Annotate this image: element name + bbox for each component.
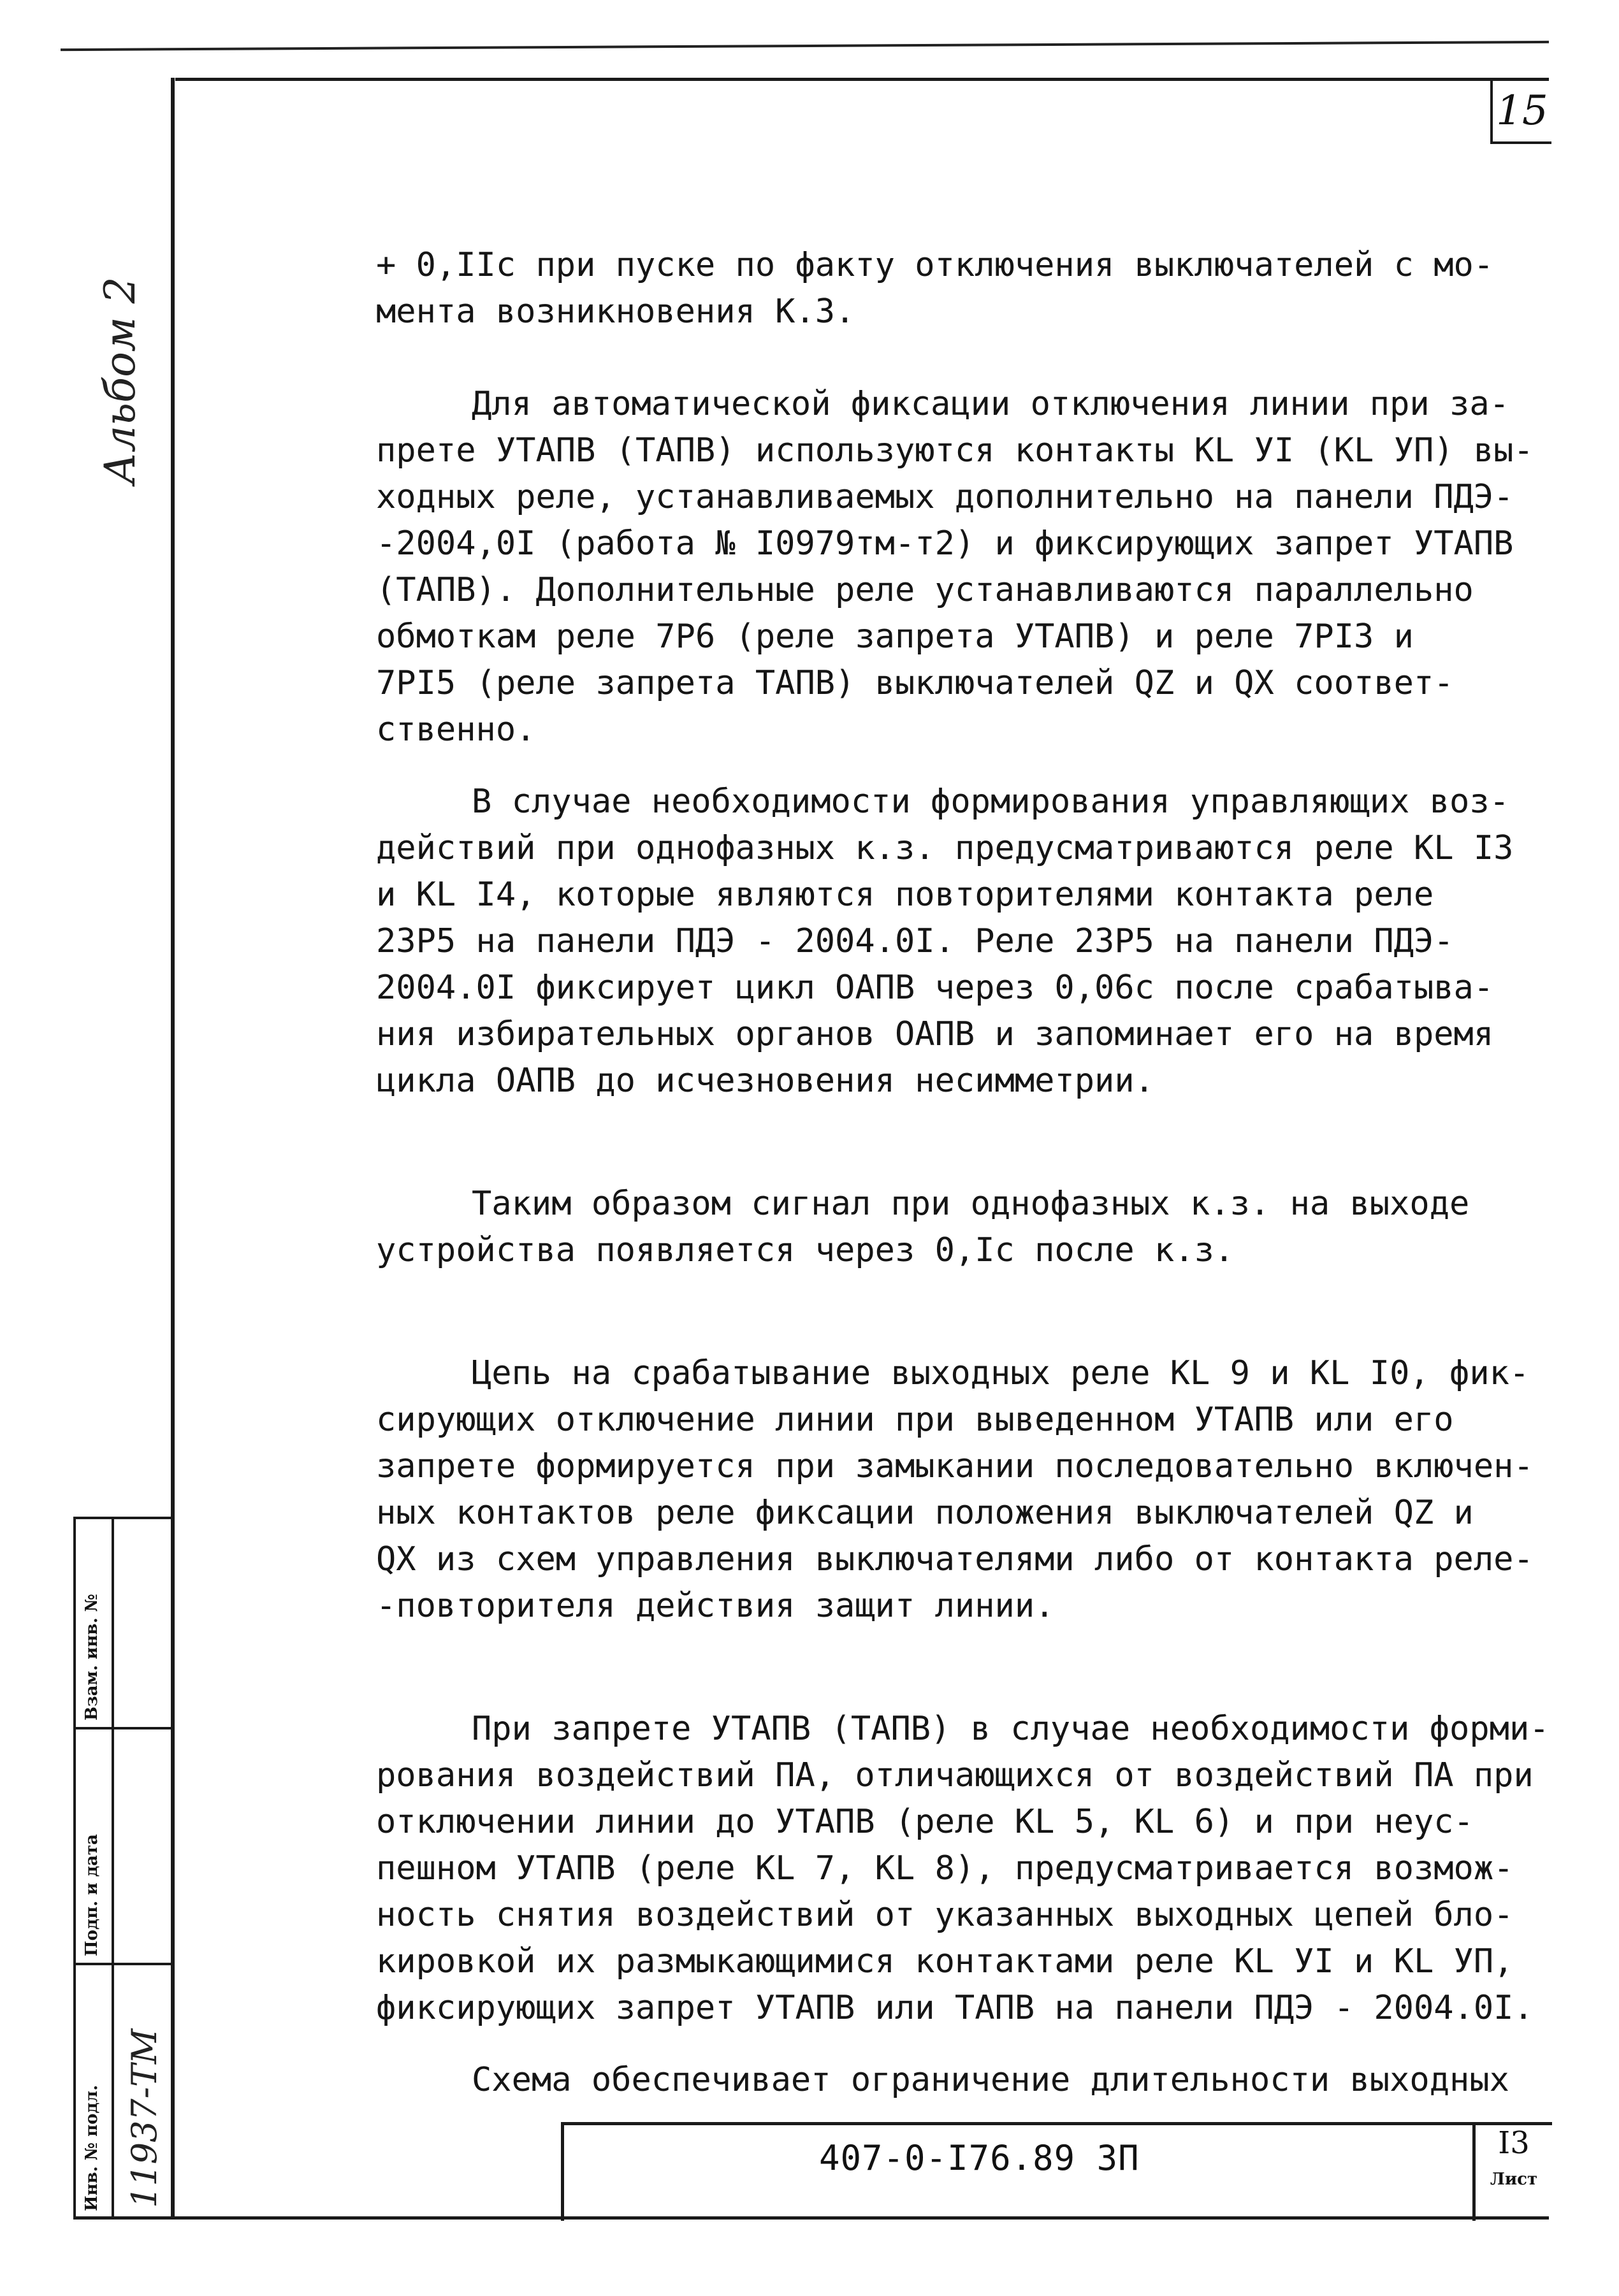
page-number: 15	[1490, 80, 1551, 144]
text-line: отключении линии до УТАПВ (реле KL 5, KL 6) и при неус-	[376, 1803, 1474, 1841]
text-line: и KL I4, которые являются повторителями контакта реле	[376, 876, 1434, 914]
stamp-col-line	[73, 1517, 76, 2218]
text-line: устройства появляется через 0,Iс после к.з.	[376, 1231, 1235, 1269]
text-line: В случае необходимости формирования управляющих воз-	[472, 783, 1509, 821]
text-line: Схема обеспечивает ограничение длительности выходных	[472, 2061, 1509, 2099]
text-line: ходных реле, устанавливаемых дополнительно на панели ПДЭ-	[376, 478, 1514, 516]
text-line: обмоткам реле 7Р6 (реле запрета УТАПВ) и реле 7РI3 и	[376, 617, 1414, 656]
stamp-inventory-number: 11937-ТМ	[124, 2028, 164, 2208]
text-line: мента возникновения К.З.	[376, 292, 855, 331]
frame-top-border	[175, 78, 1549, 81]
margin-stamp	[73, 1517, 172, 2218]
text-line: + 0,IIс при пуске по факту отключения выключателей с мо-	[376, 246, 1494, 284]
text-line: сирующих отключение линии при выведенном УТАПВ или его	[376, 1401, 1454, 1439]
stamp-col-line	[112, 1517, 114, 2218]
text-line: 2004.0I фиксирует цикл ОАПВ через 0,06с после срабатыва-	[376, 969, 1494, 1007]
text-line: цикла ОАПВ до исчезновения несимметрии.	[376, 1062, 1154, 1100]
text-line: При запрете УТАПВ (ТАПВ) в случае необходимости форми-	[472, 1710, 1550, 1748]
text-line: прете УТАПВ (ТАПВ) используются контакты KL УI (KL УП) вы-	[376, 431, 1534, 470]
text-line: ность снятия воздействий от указанных выходных цепей бло-	[376, 1896, 1514, 1934]
stamp-label-inv-original: Инв. № подл.	[82, 2084, 101, 2211]
stamp-label-replaced-inv: Взам. инв. №	[82, 1594, 101, 1721]
sheet-box	[1472, 2125, 1552, 2221]
text-line: ных контактов реле фиксации положения выключателей QZ и	[376, 1494, 1474, 1532]
stamp-row-line	[73, 1963, 172, 1965]
text-line: пешном УТАПВ (реле KL 7, KL 8), предусматривается возмож-	[376, 1849, 1514, 1888]
stamp-label-sign-date: Подп. и дата	[82, 1834, 101, 1956]
text-line: кировкой их размыкающимися контактами реле KL УI и KL УП,	[376, 1942, 1514, 1981]
text-line: -повторителя действия защит линии.	[376, 1587, 1055, 1625]
stamp-row-line	[73, 1727, 172, 1729]
stamp-row-line	[73, 1517, 172, 1519]
text-line: QX из схем управления выключателями либо от контакта реле-	[376, 1540, 1534, 1578]
document-code: 407-0-I76.89 ЗП	[819, 2138, 1140, 2178]
text-line: 23Р5 на панели ПДЭ - 2004.0I. Реле 23Р5 на панели ПДЭ-	[376, 922, 1454, 960]
top-edge-line	[61, 41, 1549, 51]
text-line: Для автоматической фиксации отключения линии при за-	[472, 385, 1509, 423]
sheet-label: Лист	[1490, 2170, 1538, 2189]
text-line: рования воздействий ПА, отличающихся от воздействий ПА при	[376, 1756, 1534, 1794]
text-line: -2004,0I (работа № I0979тм-т2) и фиксирующих запрет УТАПВ	[376, 524, 1514, 563]
text-line: действий при однофазных к.з. предусматриваются реле KL I3	[376, 829, 1514, 867]
text-line: запрете формируется при замыкании последовательно включен-	[376, 1447, 1534, 1485]
text-line: 7РI5 (реле запрета ТАПВ) выключателей QZ и QX соответ-	[376, 664, 1454, 702]
sheet-number: I3	[1498, 2125, 1530, 2161]
title-block	[561, 2122, 1552, 2221]
body-text	[376, 242, 1574, 2104]
text-line: Цепь на срабатывание выходных реле KL 9 и KL I0, фик-	[472, 1354, 1530, 1392]
album-note: Альбом 2	[96, 277, 145, 484]
text-line: ственно.	[376, 711, 536, 749]
text-line: ния избирательных органов ОАПВ и запоминает его на время	[376, 1015, 1494, 1053]
text-line: (ТАПВ). Дополнительные реле устанавливаются параллельно	[376, 571, 1474, 609]
text-line: Таким образом сигнал при однофазных к.з. на выходе	[472, 1185, 1470, 1223]
text-line: фиксирующих запрет УТАПВ или ТАПВ на панели ПДЭ - 2004.0I.	[376, 1989, 1534, 2027]
